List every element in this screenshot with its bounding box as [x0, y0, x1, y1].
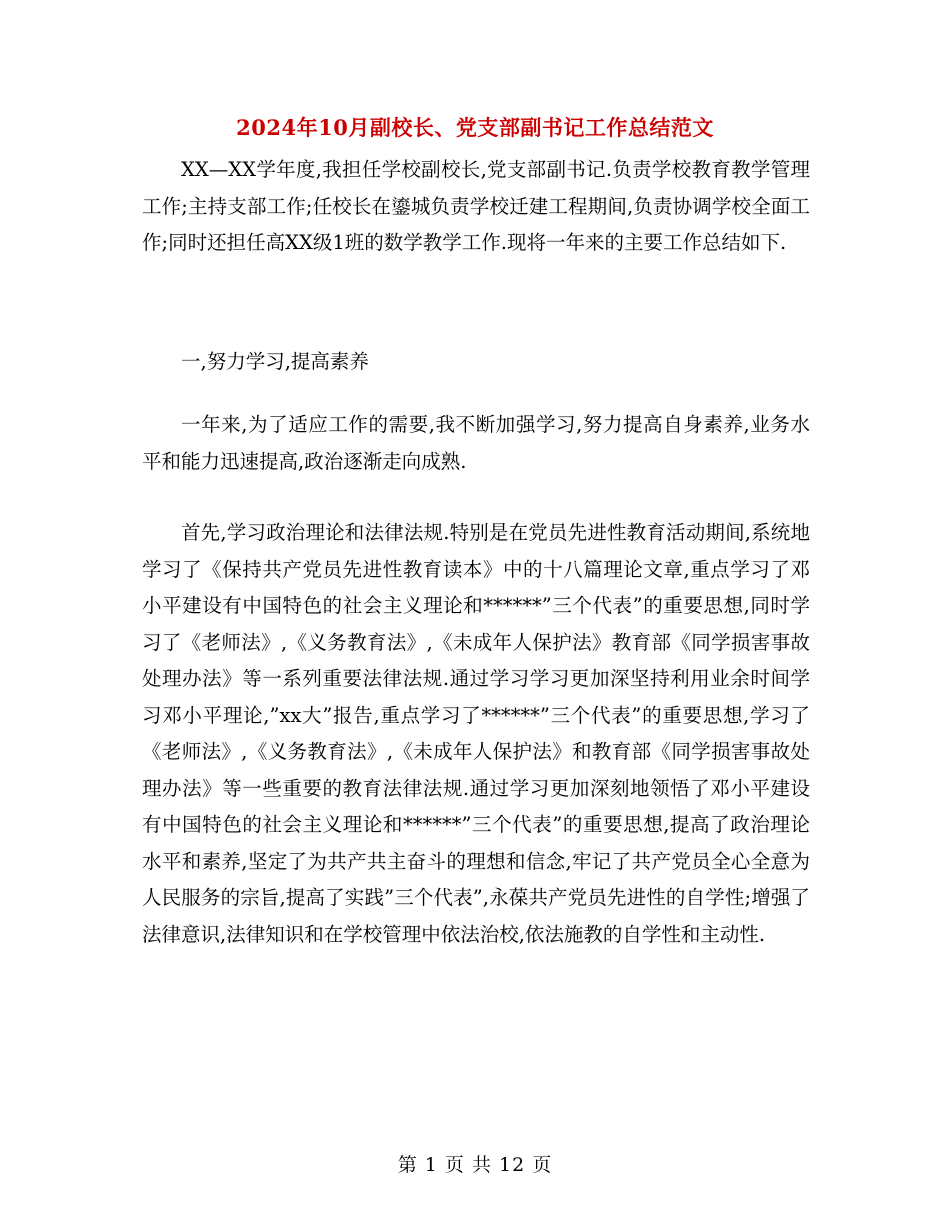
paragraph-intro: XX—XX学年度,我担任学校副校长,党支部副书记.负责学校教育教学管理工作;主持支部工作;任校长在鎏城负责学校迁建工程期间,负责协调学校全面工作;同时还担任高XX级1班的数学教学工作.现将一年来的主要工作总结如下. — [142, 158, 810, 254]
paragraph-summary: 一年来,为了适应工作的需要,我不断加强学习,努力提高自身素养,业务水平和能力迅速提高,政治逐渐走向成熟. — [142, 413, 810, 473]
paragraph-study: 首先,学习政治理论和法律法规.特别是在党员先进性教育活动期间,系统地学习了《保持共产党员先进性教育读本》中的十八篇理论文章,重点学习了邓小平建设有中国特色的社会主义理论和******”三个代表”的重要思想,同时学习了《老师法》,《义务教育法》,《未成年人保护法》教育部《同学损害事故处理办法》等一系列重要法律法规.通过学习学习更加深坚持利用业余时间学习邓小平理论,”xx大”报告,重点学习了******”三个代表”的重要思想,学习了《老师法》,《义务教育法》,《未成年人保护法》和教育部《同学损害事故处理办法》等一些重要的教育法律法规.通过学习更加深刻地领悟了邓小平建设有中国特色的社会主义理论和******”三个代表”的重要思想,提高了政治理论水平和素养,坚定了为共产共主奋斗的理想和信念,牢记了共产党员全心全意为人民服务的宗旨,提高了实践”三个代表”,永葆共产党员先进性的自学性;增强了法律意识,法律知识和在学校管理中依法治校,依法施教的自学性和主动性. — [142, 521, 810, 946]
page-footer: 第 1 页 共 12 页 — [397, 1154, 553, 1176]
section-heading: 一,努力学习,提高素养 — [181, 350, 369, 373]
document-title: 2024年10月副校长、党支部副书记工作总结范文 — [236, 115, 714, 140]
